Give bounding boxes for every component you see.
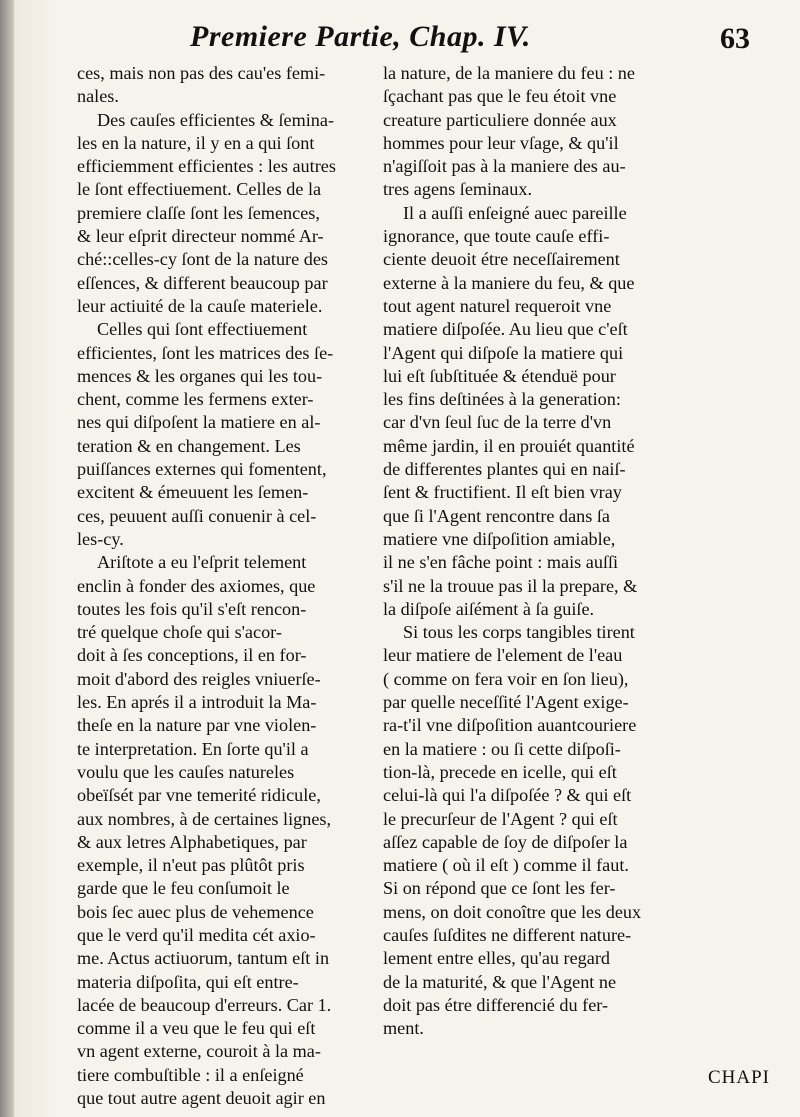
text-line: les fins deſtinées à la generation:: [383, 389, 621, 410]
text-line: que ſi l'Agent rencontre dans ſa: [383, 505, 611, 526]
text-line: me. Actus actiuorum, tantum eſt in: [77, 948, 330, 969]
text-line: ché::celles-cy ſont de la nature des: [77, 249, 328, 270]
text-line: tion-là, precede en icelle, qui eſt: [383, 761, 617, 782]
text-line: tres agens ſeminaux.: [383, 179, 532, 200]
text-line: materia diſpoſita, qui eſt entre-: [77, 971, 299, 992]
text-line: aſſez capable de ſoy de diſpoſer la: [383, 831, 628, 852]
text-line: Celles qui ſont effectiuement: [97, 319, 308, 340]
text-line: lacée de beaucoup d'erreurs. Car 1.: [77, 994, 332, 1015]
text-line: matiere diſpoſée. Au lieu que c'eſt: [383, 319, 628, 340]
text-line: eſſences, & different beaucoup par: [77, 272, 328, 293]
left-text-column: [77, 62, 372, 1110]
text-line: que le verd qu'il medita cét axio-: [77, 924, 316, 945]
text-line: efficiemment efficientes : les autres: [77, 156, 336, 177]
text-line: ces, peuuent auſſi conuenir à cel-: [77, 505, 317, 526]
text-line: même jardin, il en prouiét quantité: [383, 435, 635, 456]
text-line: Si on répond que ce ſont les fer-: [383, 878, 616, 899]
text-line: ſent & fructifient. Il eſt bien vray: [383, 482, 622, 503]
text-line: car d'vn ſeul ſuc de la terre d'vn: [383, 412, 612, 433]
text-line: aux nombres, à de certaines lignes,: [77, 808, 332, 829]
text-line: en la matiere : ou ſi cette diſpoſi-: [383, 738, 621, 759]
text-line: les-cy.: [77, 528, 124, 549]
text-line: nales.: [77, 86, 119, 107]
text-line: que tout autre agent deuoit agir en: [77, 1088, 326, 1109]
text-line: moit d'abord des reigles vniuerſe-: [77, 668, 321, 689]
text-line: voulu que les cauſes natureles: [77, 761, 295, 782]
catchword: CHAPI: [707, 1067, 770, 1088]
text-line: Il a auſſi enſeigné auec pareille: [403, 202, 627, 223]
text-line: garde que le feu conſumoit le: [77, 878, 290, 899]
text-line: s'il ne la trouue pas il la prepare, &: [383, 575, 638, 596]
text-line: la diſpoſe aiſément à ſa guiſe.: [383, 598, 595, 619]
text-line: tré quelque choſe qui s'acor-: [77, 622, 282, 643]
text-line: le ſont effectiuement. Celles de la: [77, 179, 322, 200]
text-line: obeïſsét par vne temerité ridicule,: [77, 785, 321, 806]
text-line: ciente deuoit étre neceſſairement: [383, 249, 620, 270]
text-line: Si tous les corps tangibles tirent: [403, 622, 635, 643]
text-line: chent, comme les fermens exter-: [77, 389, 314, 410]
text-line: ment.: [383, 1018, 424, 1039]
text-line: mences & les organes qui les tou-: [77, 365, 323, 386]
text-line: teration & en changement. Les: [77, 435, 301, 456]
text-line: doit à ſes conceptions, il en for-: [77, 645, 307, 666]
text-line: creature particuliere donnée aux: [383, 109, 617, 130]
text-line: les en la nature, il y en a qui ſont: [77, 132, 315, 153]
right-text-column: [383, 62, 678, 1040]
text-line: tiere combuſtible : il a enſeigné: [77, 1064, 304, 1085]
text-line: hommes pour leur vſage, & qu'il: [383, 132, 619, 153]
text-line: de differentes plantes qui en naiſ-: [383, 459, 626, 480]
text-line: n'agiſſoit pas à la maniere des au-: [383, 156, 626, 177]
text-line: leur actiuité de la cauſe materiele.: [77, 295, 323, 316]
text-line: les. En aprés il a introduit la Ma-: [77, 692, 317, 713]
text-line: tout agent naturel requeroit vne: [383, 295, 612, 316]
running-title: Premiere Partie, Chap. IV.: [190, 20, 531, 53]
text-line: mens, on doit conoître que les deux: [383, 901, 642, 922]
text-line: lement entre elles, qu'au regard: [383, 948, 610, 969]
page-number: 63: [720, 22, 750, 55]
text-line: le precurſeur de l'Agent ? qui eſt: [383, 808, 618, 829]
text-line: matiere vne diſpoſition amiable,: [383, 528, 616, 549]
text-line: comme il a veu que le feu qui eſt: [77, 1018, 316, 1039]
text-line: de la maturité, & que l'Agent ne: [383, 971, 617, 992]
text-line: lui eſt ſubſtituée & étenduë pour: [383, 365, 616, 386]
text-line: premiere claſſe ſont les ſemences,: [77, 202, 320, 223]
text-line: ra-t'il vne diſpoſition auantcouriere: [383, 715, 637, 736]
page-header: [190, 20, 750, 60]
text-line: Ariſtote a eu l'eſprit telement: [97, 552, 307, 573]
text-line: te interpretation. En ſorte qu'il a: [77, 738, 309, 759]
text-line: par quelle neceſſité l'Agent exige-: [383, 692, 629, 713]
text-line: nes qui diſpoſent la matiere en al-: [77, 412, 321, 433]
text-line: l'Agent qui diſpoſe la matiere qui: [383, 342, 624, 363]
text-line: la nature, de la maniere du feu : ne: [383, 63, 635, 83]
text-line: externe à la maniere du feu, & que: [383, 272, 635, 293]
text-line: puiſſances externes qui fomentent,: [77, 459, 327, 480]
text-line: vn agent externe, couroit à la ma-: [77, 1041, 321, 1062]
text-line: excitent & émeuuent les ſemen-: [77, 482, 309, 503]
text-line: ces, mais non pas des cau'es femi-: [77, 63, 326, 83]
text-line: ſçachant pas que le feu étoit vne: [383, 86, 617, 107]
text-line: theſe en la nature par vne violen-: [77, 715, 317, 736]
text-line: il ne s'en fâche point : mais auſſi: [383, 552, 619, 573]
text-line: efficientes, ſont les matrices des ſe-: [77, 342, 334, 363]
text-line: ( comme on fera voir en ſon lieu),: [383, 668, 629, 689]
text-line: matiere ( où il eſt ) comme il faut.: [383, 855, 629, 876]
text-line: ignorance, que toute cauſe effi-: [383, 226, 610, 247]
text-line: & aux letres Alphabetiques, par: [77, 831, 307, 852]
text-line: celui-là qui l'a diſpoſée ? & qui eſt: [383, 785, 632, 806]
text-line: exemple, il n'eut pas plûtôt pris: [77, 855, 305, 876]
text-line: cauſes ſuſdites ne different nature-: [383, 924, 632, 945]
text-line: Des cauſes efficientes & ſemina-: [97, 109, 335, 130]
text-line: enclin à fonder des axiomes, que: [77, 575, 316, 596]
text-line: leur matiere de l'element de l'eau: [383, 645, 623, 666]
text-line: doit pas étre differencié du fer-: [383, 994, 609, 1015]
text-line: & leur eſprit directeur nommé Ar-: [77, 226, 324, 247]
text-line: bois ſec auec plus de vehemence: [77, 901, 314, 922]
text-line: toutes les fois qu'il s'eſt rencon-: [77, 598, 307, 619]
binding-gutter: [0, 0, 14, 1117]
